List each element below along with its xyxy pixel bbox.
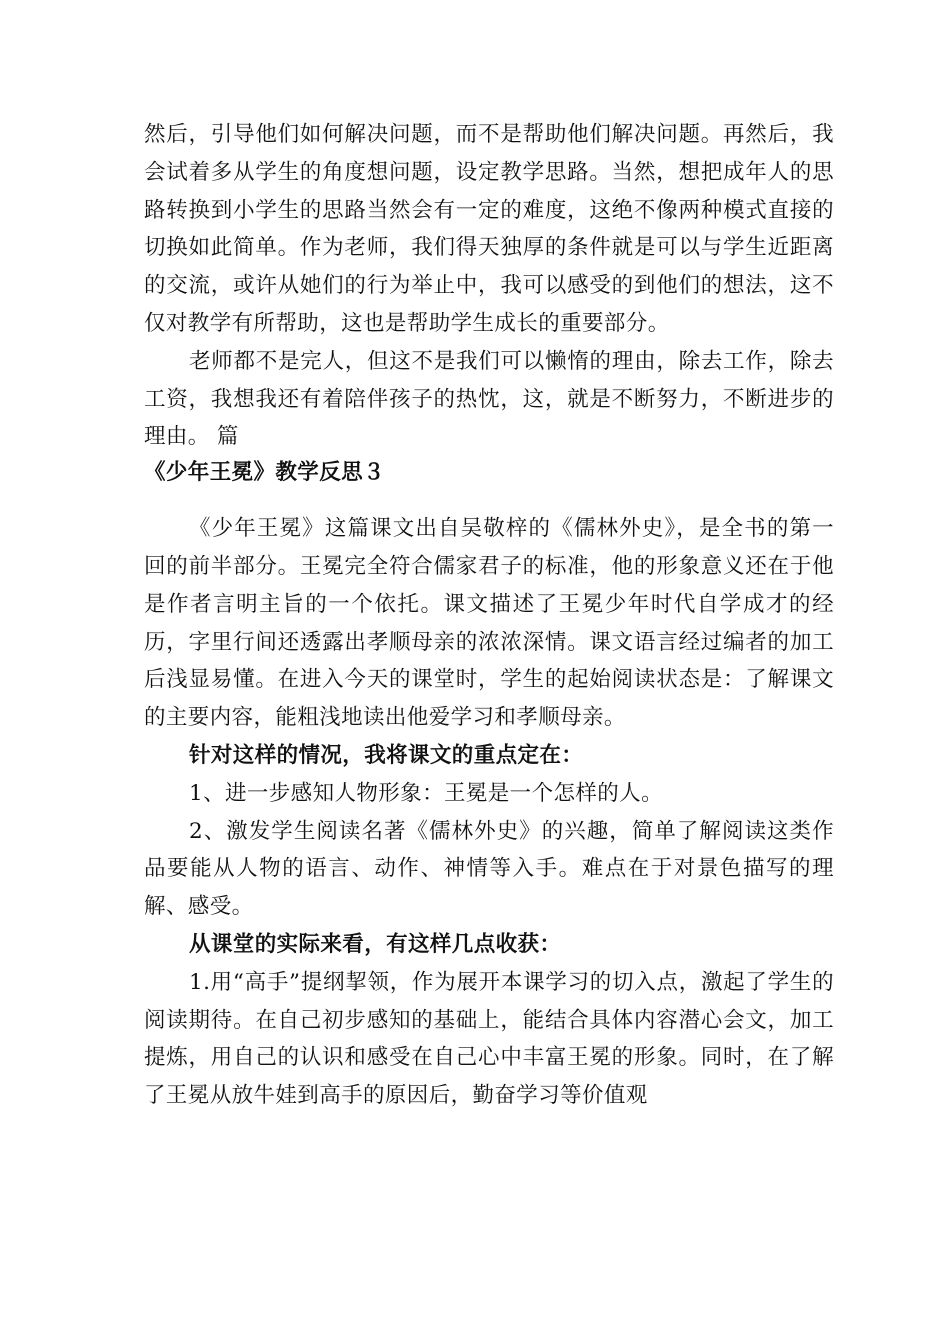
paragraph-2: 老师都不是完人，但这不是我们可以懒惰的理由，除去工作，除去工资，我想我还有着陪伴孩子的热忱，这，就是不断努力，不断进步的理由。 篇 [144, 348, 834, 450]
heading-spacer [144, 490, 834, 510]
paragraph-4: 针对这样的情况，我将课文的重点定在： [189, 742, 584, 768]
paragraph-7: 从课堂的实际来看，有这样几点收获： [189, 931, 562, 957]
document-page [144, 116, 834, 1115]
paragraph-1: 然后，引导他们如何解决问题，而不是帮助他们解决问题。再然后，我会试着多从学生的角度想问题，设定教学思路。当然，想把成年人的思路转换到小学生的思路当然会有一定的难度，这绝不像两种模式直接的切换如此简单。作为老师，我们得天独厚的条件就是可以与学生近距离的交流，或许从她们的行为举止中，我可以感受的到他们的想法，这不仅对教学有所帮助，这也是帮助学生成长的重要部分。 [144, 122, 834, 336]
paragraph-6: 2、激发学生阅读名著《儒林外史》的兴趣，简单了解阅读这类作品要能从人物的语言、动作、神情等入手。难点在于对景色描写的理解、感受。 [144, 818, 834, 920]
section-heading: 《少年王冕》教学反思３ [144, 460, 385, 486]
paragraph-8: 1.用“高手”提纲挈领，作为展开本课学习的切入点，激起了学生的阅读期待。在自己初步感知的基础上，能结合具体内容潜心会文，加工提炼，用自己的认识和感受在自己心中丰富王冕的形象。同时，在了解了王冕从放牛娃到高手的原因后，勤奋学习等价值观 [144, 969, 834, 1109]
paragraph-5: 1、进一步感知人物形象：王冕是一个怎样的人。 [189, 780, 663, 806]
paragraph-3: 《少年王冕》这篇课文出自吴敬梓的《儒林外史》，是全书的第一回的前半部分。王冕完全符合儒家君子的标准，他的形象意义还在于他是作者言明主旨的一个依托。课文描述了王冕少年时代自学成才的经历，字里行间还透露出孝顺母亲的浓浓深情。课文语言经过编者的加工后浅显易懂。在进入今天的课堂时，学生的起始阅读状态是：了解课文的主要内容，能粗浅地读出他爱学习和孝顺母亲。 [144, 516, 834, 731]
